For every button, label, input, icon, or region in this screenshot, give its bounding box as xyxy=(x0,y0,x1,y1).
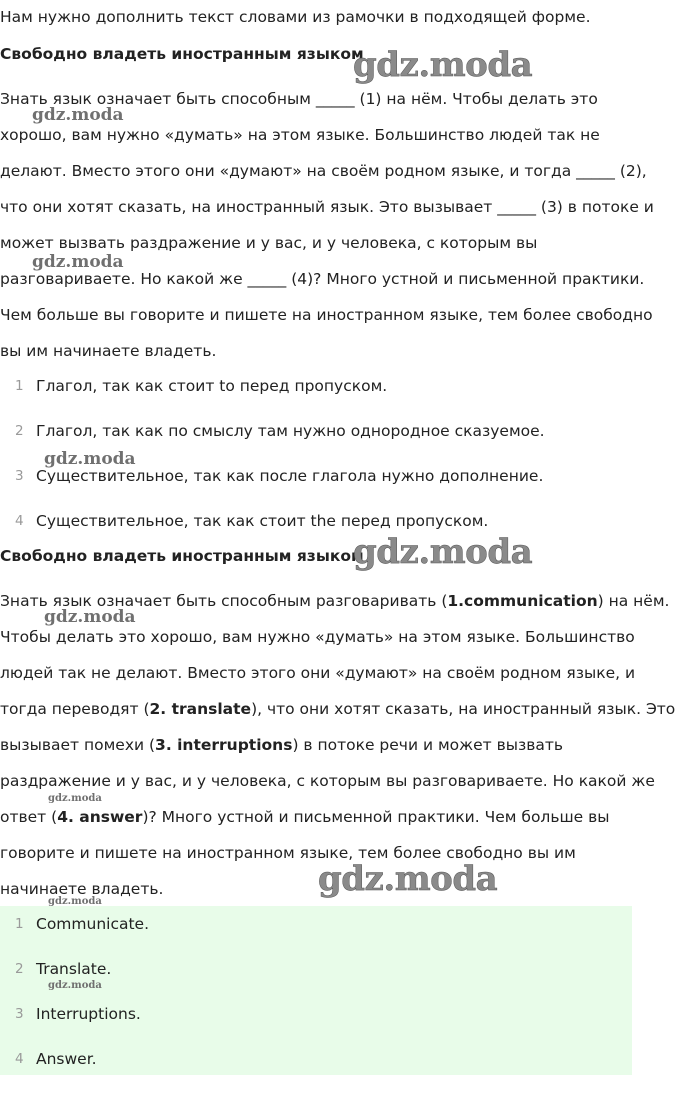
text-line: Знать язык означает быть способным разговаривать (1.communication) на нём. xyxy=(0,592,670,610)
text-line: ответ (4. answer)? Много устной и письменной практики. Чем больше вы xyxy=(0,808,610,826)
watermark-logo: gdz.moda xyxy=(48,793,102,804)
text-line: делают. Вместо этого они «думают» на своём родном языке, и тогда _____ (2), xyxy=(0,162,647,180)
text-line: разговариваете. Но какой же _____ (4)? Много устной и письменной практики. xyxy=(0,270,645,288)
watermark-logo: gdz.moda xyxy=(44,607,136,627)
text-line: вызывает помехи (3. interruptions) в потоке речи и может вызвать xyxy=(0,736,564,754)
watermark-logo: gdz.moda xyxy=(318,859,498,899)
watermark-logo: gdz.moda xyxy=(353,45,533,85)
item-text: Существительное, так как после глагола нужно дополнение. xyxy=(36,467,544,485)
text-line: Чем больше вы говорите и пишете на иностранном языке, тем более свободно xyxy=(0,306,653,324)
task-instruction: Нам нужно дополнить текст словами из рамочки в подходящей форме. xyxy=(0,8,591,26)
item-text: Translate. xyxy=(36,960,112,978)
text-line: хорошо, вам нужно «думать» на этом языке. Большинство людей так не xyxy=(0,126,600,144)
item-text: Существительное, так как стоит the перед пропуском. xyxy=(36,512,489,530)
text-line: Знать язык означает быть способным _____ (1) на нём. Чтобы делать это xyxy=(0,90,598,108)
item-text: Answer. xyxy=(36,1050,97,1068)
section-heading: Свободно владеть иностранным языком xyxy=(0,45,364,63)
watermark-logo: gdz.moda xyxy=(353,532,533,572)
item-number: 2 xyxy=(15,423,24,439)
item-number: 2 xyxy=(15,961,24,977)
text-line: людей так не делают. Вместо этого они «думают» на своём родном языке, и xyxy=(0,664,636,682)
text-line: что они хотят сказать, на иностранный язык. Это вызывает _____ (3) в потоке и xyxy=(0,198,654,216)
text-line: раздражение и у вас, и у человека, с которым вы разговариваете. Но какой же xyxy=(0,772,655,790)
text-line: тогда переводят (2. translate), что они хотят сказать, на иностранный язык. Это xyxy=(0,700,676,718)
item-number: 4 xyxy=(15,1051,24,1067)
text-line: Чтобы делать это хорошо, вам нужно «думать» на этом языке. Большинство xyxy=(0,628,635,646)
item-text: Communicate. xyxy=(36,915,150,933)
item-text: Interruptions. xyxy=(36,1005,141,1023)
text-line: может вызвать раздражение и у вас, и у человека, с которым вы xyxy=(0,234,538,252)
answer-word: 1.communication xyxy=(447,592,598,610)
watermark-logo: gdz.moda xyxy=(32,252,124,272)
item-number: 3 xyxy=(15,1006,24,1022)
watermark-logo: gdz.moda xyxy=(44,449,136,469)
watermark-logo: gdz.moda xyxy=(32,105,124,125)
watermark-logo: gdz.moda xyxy=(48,896,102,907)
text-line: начинаете владеть. xyxy=(0,880,164,898)
item-number: 1 xyxy=(15,378,24,394)
text-line: вы им начинаете владеть. xyxy=(0,342,217,360)
item-number: 3 xyxy=(15,468,24,484)
section-heading: Свободно владеть иностранным языком xyxy=(0,547,364,565)
answer-word: 2. translate xyxy=(149,700,252,718)
text-line: говорите и пишете на иностранном языке, тем более свободно вы им xyxy=(0,844,576,862)
item-number: 4 xyxy=(15,513,24,529)
item-number: 1 xyxy=(15,916,24,932)
answer-word: 3. interruptions xyxy=(155,736,293,754)
watermark-logo: gdz.moda xyxy=(48,980,102,991)
answer-word: 4. answer xyxy=(57,808,143,826)
item-text: Глагол, так как по смыслу там нужно однородное сказуемое. xyxy=(36,422,545,440)
item-text: Глагол, так как стоит to перед пропуском. xyxy=(36,377,388,395)
